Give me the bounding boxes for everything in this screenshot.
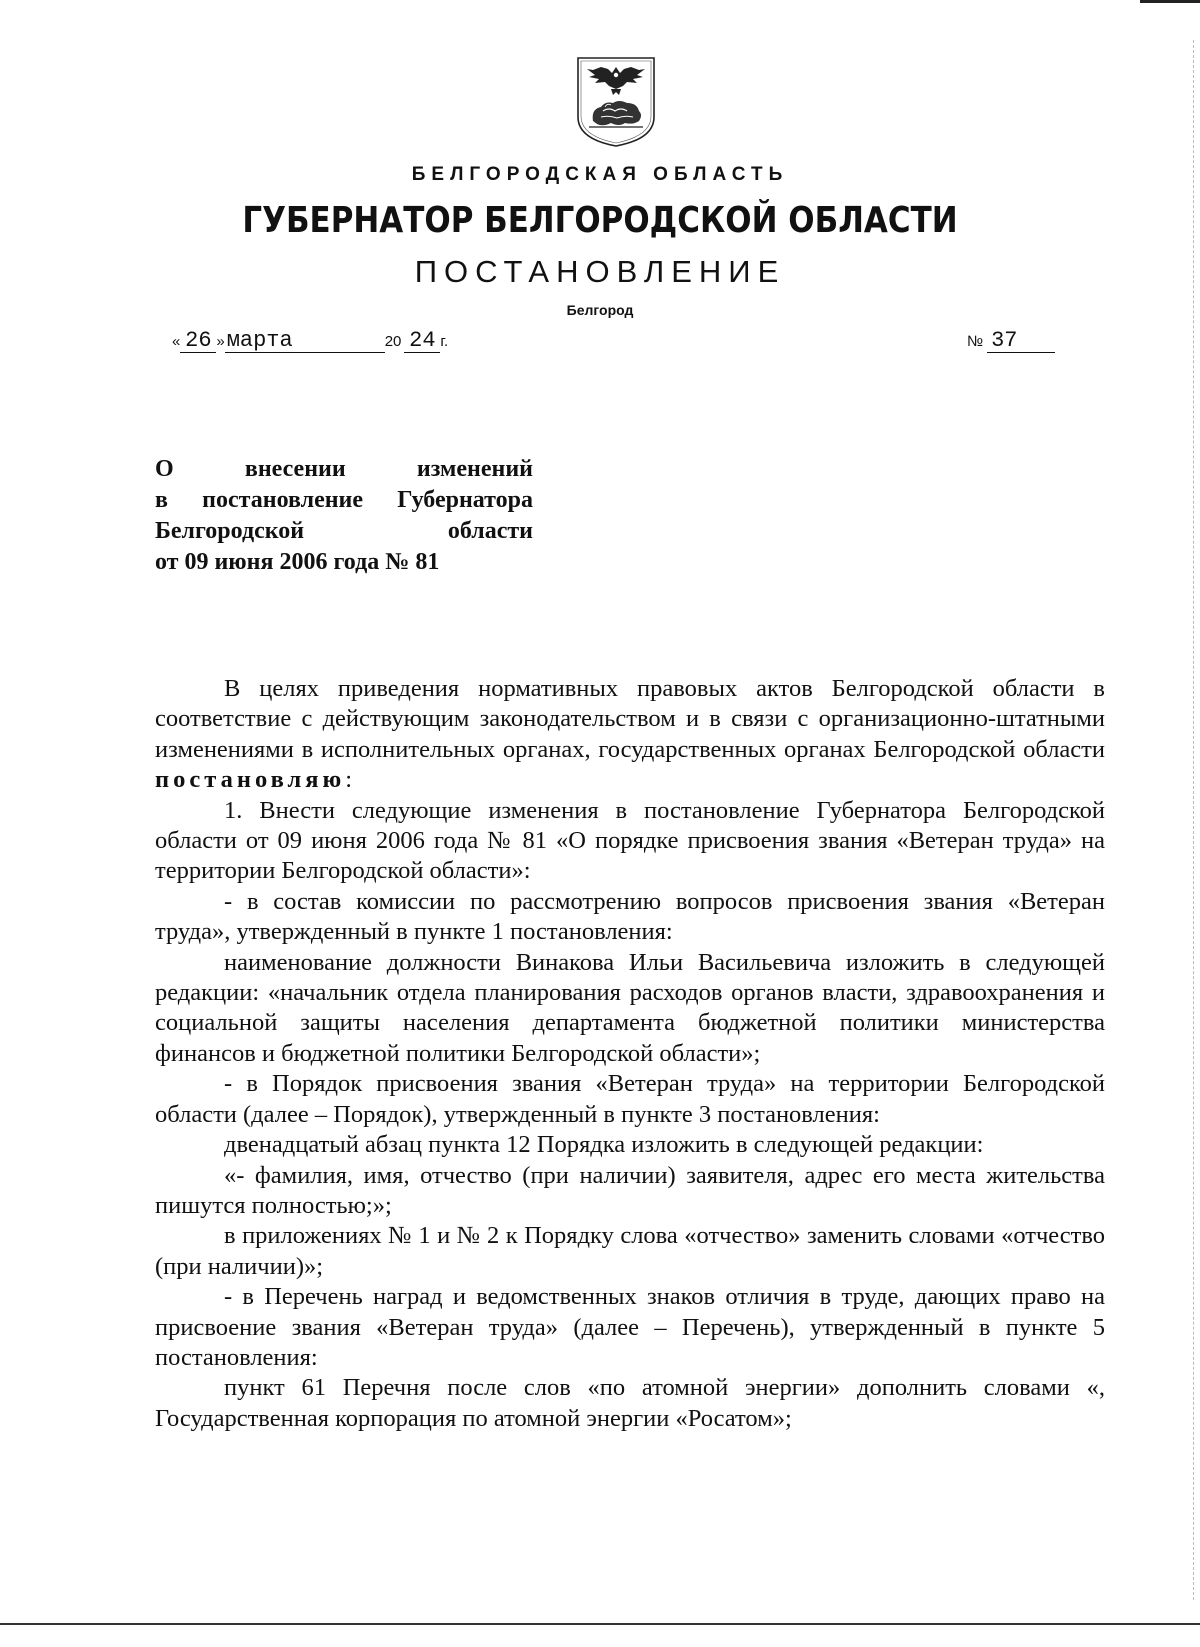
number-label: № <box>967 333 984 350</box>
body-paragraph: «- фамилия, имя, отчество (при наличии) заявителя, адрес его места жительства пишутся полностью;»; <box>155 1161 1105 1219</box>
document-body <box>155 674 1105 1434</box>
belgorod-coat-of-arms-icon <box>575 55 657 149</box>
subject-line: Белгородской области <box>155 518 533 544</box>
scan-edge-top <box>1140 0 1200 3</box>
body-paragraph: - в состав комиссии по рассмотрению вопросов присвоения звания «Ветеран труда», утвержденный в пункте 1 постановления: <box>155 887 1105 946</box>
body-paragraph: в приложениях № 1 и № 2 к Порядку слова «отчество» заменить словами «отчество (при наличии)»; <box>155 1222 1105 1280</box>
region-title: БЕЛГОРОДСКАЯ ОБЛАСТЬ <box>411 164 789 185</box>
body-intro-paragraph <box>155 674 1105 796</box>
date-month: марта <box>225 330 385 353</box>
body-paragraph: пункт 61 Перечня после слов «по атомной энергии» дополнить словами «, Государственная корпорация по атомной энергии «Росатом»; <box>155 1374 1105 1432</box>
subject-line: в постановление Губернатора <box>155 487 533 513</box>
date-close-quote: » <box>216 333 225 350</box>
date-year-mark: г. <box>440 333 449 350</box>
city-name: Белгород <box>566 302 634 318</box>
date-open-quote: « <box>172 333 181 350</box>
document-number <box>967 330 1055 353</box>
subject-line: от 09 июня 2006 года № 81 <box>155 549 440 575</box>
body-paragraph: 1. Внести следующие изменения в постановление Губернатора Белгородской области от 09 июня 2006 года № 81 «О порядке присвоения звания «Ветеран труда» на территории Белгородской области»: <box>155 796 1105 885</box>
intro-keyword: постановляю <box>155 766 346 794</box>
document-subject <box>155 454 533 578</box>
authority-title: ГУБЕРНАТОР БЕЛГОРОДСКОЙ ОБЛАСТИ <box>242 200 958 241</box>
date-year-prefix: 20 <box>384 333 402 350</box>
document-date <box>172 330 448 353</box>
number-value: 37 <box>987 330 1055 353</box>
body-paragraph: - в Перечень наград и ведомственных знаков отличия в труде, дающих право на присвоение звания «Ветеран труда» (далее – Перечень), утвержденный в пункте 5 постановления: <box>155 1283 1105 1371</box>
subject-line: О внесении изменений <box>155 456 533 482</box>
intro-text: В целях приведения нормативных правовых актов Белгородской области в соответствие с действующим законодательством и в связи с организационно-штатными изменениями в исполнительных органах, государственных органах Белгородской области <box>155 675 1105 763</box>
intro-end: : <box>345 766 353 794</box>
scan-edge-bottom <box>0 1623 1200 1625</box>
date-year-suffix: 24 <box>404 330 440 353</box>
body-paragraph: - в Порядок присвоения звания «Ветеран труда» на территории Белгородской области (далее – Порядок), утвержденный в пункте 3 постановления: <box>155 1070 1105 1128</box>
date-day: 26 <box>180 330 216 353</box>
body-paragraph: двенадцатый абзац пункта 12 Порядка изложить в следующей редакции: <box>224 1131 984 1159</box>
document-type: ПОСТАНОВЛЕНИЕ <box>414 254 786 289</box>
body-paragraph: наименование должности Винакова Ильи Васильевича изложить в следующей редакции: «начальник отдела планирования расходов органов власти, здравоохранения и социальной защиты населения департамента бюджетной политики министерства финансов и бюджетной политики Белгородской области»; <box>155 948 1105 1067</box>
